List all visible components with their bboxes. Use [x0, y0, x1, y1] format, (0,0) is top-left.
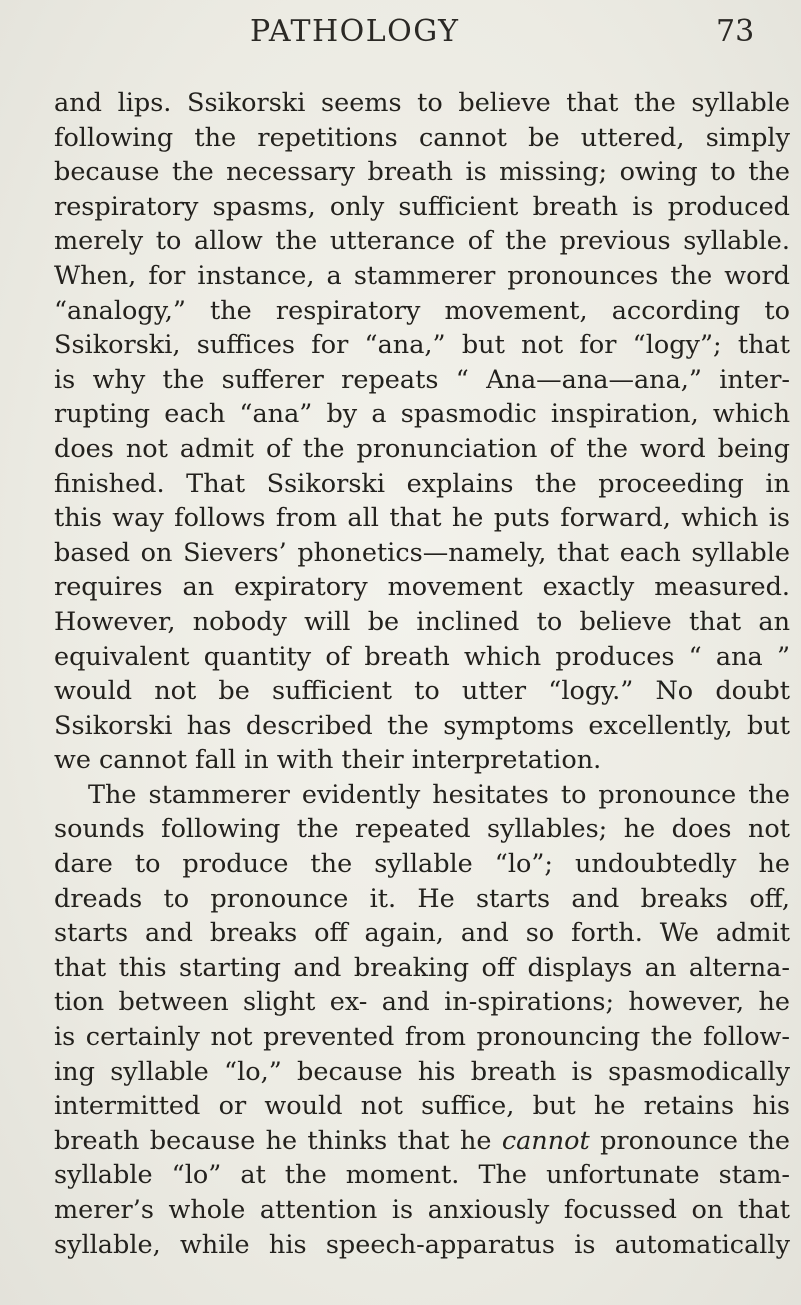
- text-line: ing syllable “lo,” because his breath is spasmodically: [54, 1056, 790, 1087]
- text-segment: pronounce the: [589, 1125, 790, 1156]
- body-text: [54, 86, 790, 1262]
- text-line: intermitted or would not suffice, but he retains his: [54, 1091, 790, 1122]
- text-line: based on Sievers’ phonetics—namely, that each syllable: [54, 537, 790, 568]
- text-line: Ssikorski has described the symptoms excellently, but: [54, 710, 790, 741]
- text-line: following the repetitions cannot be uttered, simply: [54, 122, 790, 153]
- text-line: is why the sufferer repeats “ Ana—ana—ana,” inter-: [54, 364, 790, 395]
- text-line: rupting each “ana” by a spasmodic inspiration, which: [54, 399, 790, 430]
- text-line: does not admit of the pronunciation of the word being: [54, 433, 790, 464]
- text-line: tion between slight ex- and in-spirations; however, he: [54, 987, 790, 1018]
- text-segment: breath because he thinks that he: [54, 1125, 502, 1156]
- italic-word: cannot: [501, 1125, 590, 1156]
- running-head: [0, 14, 801, 54]
- text-line: merely to allow the utterance of the previous syllable.: [54, 226, 790, 257]
- text-line: that this starting and breaking off displays an alterna-: [54, 952, 790, 983]
- text-line: and lips. Ssikorski seems to believe that the syllable: [54, 88, 790, 118]
- text-line: sounds following the repeated syllables; he does not: [54, 814, 790, 845]
- text-line: syllable, while his speech-apparatus is automatically: [54, 1229, 790, 1260]
- text-line: requires an expiratory movement exactly measured.: [54, 572, 790, 603]
- text-line-paragraph-end: we cannot fall in with their interpretation.: [54, 745, 602, 776]
- text-line: dare to produce the syllable “lo”; undoubtedly he: [54, 849, 790, 880]
- running-title: PATHOLOGY: [250, 14, 460, 49]
- text-line: is certainly not prevented from pronouncing the follow-: [54, 1022, 790, 1053]
- text-line: equivalent quantity of breath which produces “ ana ”: [54, 641, 790, 672]
- text-line: dreads to pronounce it. He starts and breaks off,: [54, 883, 790, 914]
- text-line: However, nobody will be inclined to believe that an: [54, 606, 790, 637]
- text-line: this way follows from all that he puts forward, which is: [54, 503, 790, 534]
- text-line: “analogy,” the respiratory movement, according to: [54, 295, 790, 326]
- text-line: syllable “lo” at the moment. The unfortunate stam-: [54, 1160, 790, 1191]
- text-line: because the necessary breath is missing; owing to the: [54, 157, 790, 188]
- text-line: respiratory spasms, only sufficient breath is produced: [54, 191, 790, 222]
- text-line: merer’s whole attention is anxiously focussed on that: [54, 1195, 790, 1225]
- text-line-paragraph-start: The stammerer evidently hesitates to pronounce the: [88, 779, 790, 810]
- text-line: When, for instance, a stammerer pronounces the word: [54, 260, 790, 291]
- text-line-with-italic: [54, 1124, 790, 1159]
- text-line: would not be sufficient to utter “logy.” No doubt: [54, 676, 790, 707]
- page-number: 73: [716, 14, 755, 49]
- text-line: starts and breaks off again, and so forth. We admit: [54, 918, 790, 949]
- text-line: finished. That Ssikorski explains the proceeding in: [54, 468, 790, 499]
- text-line: Ssikorski, suffices for “ana,” but not for “logy”; that: [54, 330, 790, 361]
